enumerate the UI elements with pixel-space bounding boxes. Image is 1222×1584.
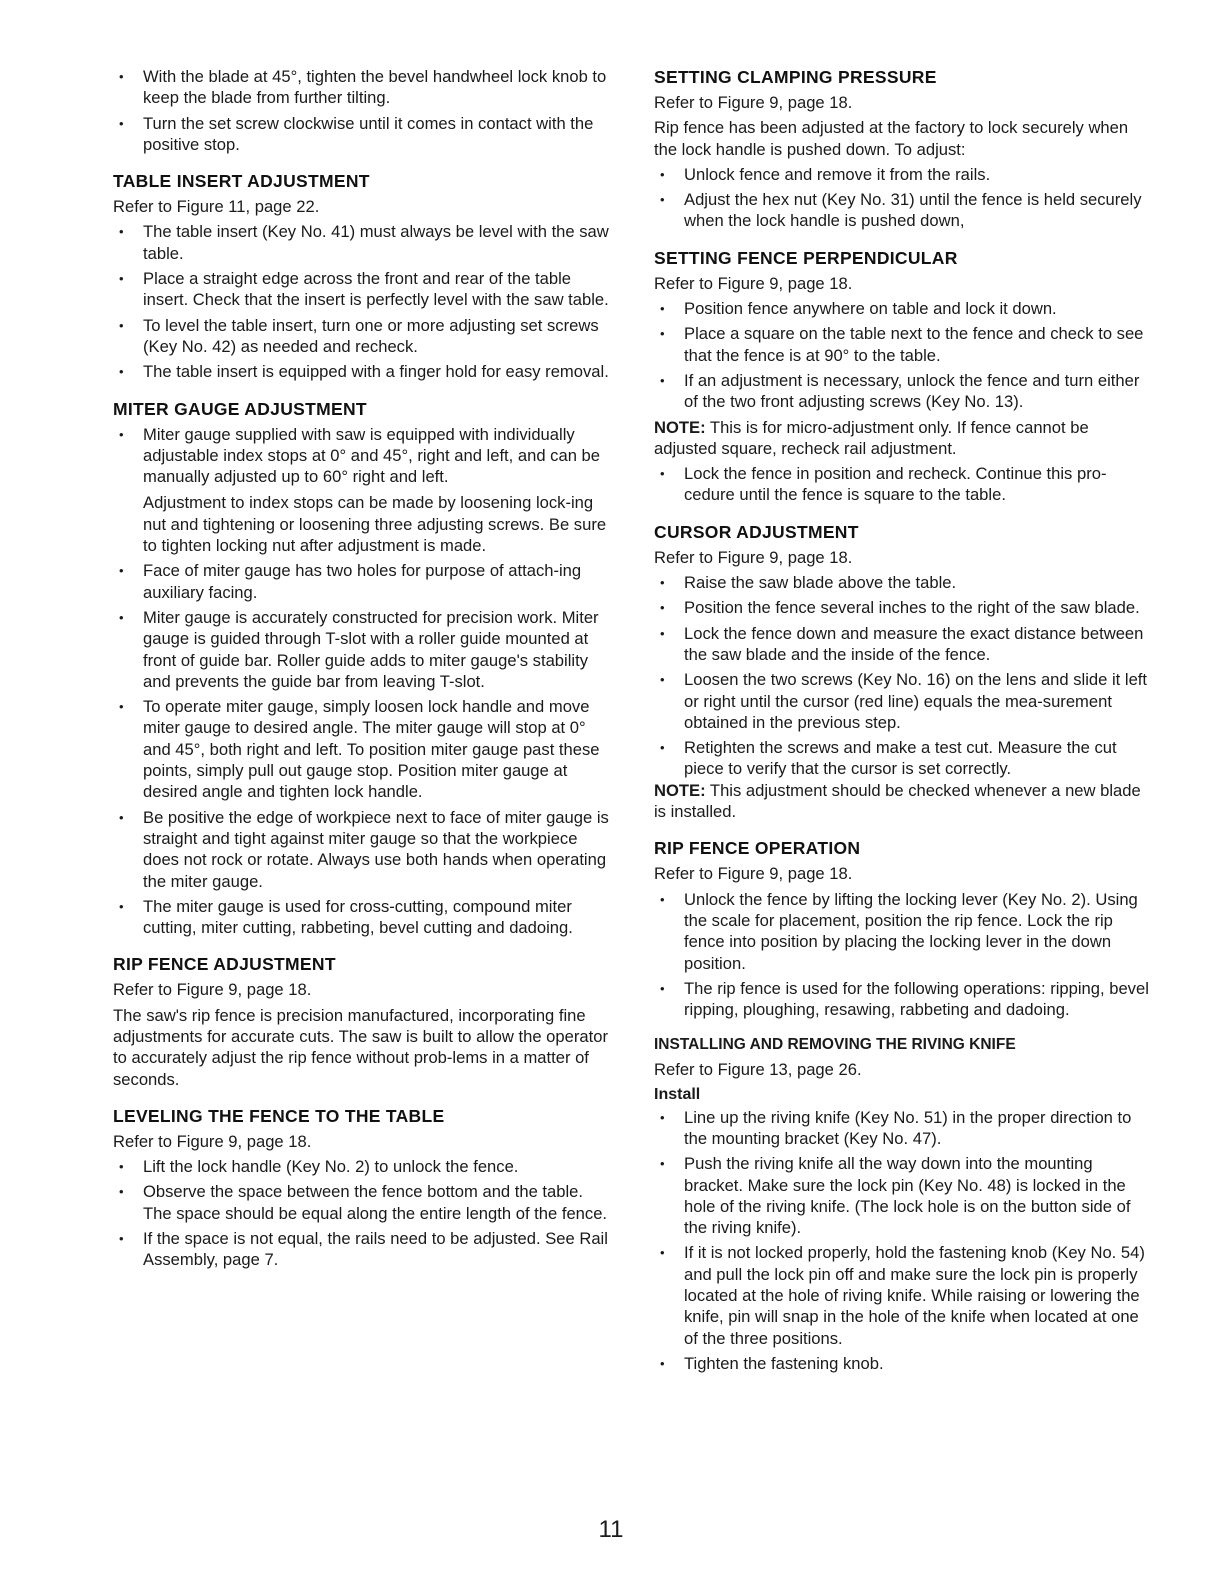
miter-gauge-section: [113, 398, 613, 939]
note-text: This adjustment should be checked whenever a new blade is installed.: [654, 780, 1141, 822]
list-item: • If an adjustment is necessary, unlock the fence and turn either of the two front adjusting screws (Key No. 13).: [654, 370, 1152, 413]
figure-reference: Refer to Figure 9, page 18.: [654, 547, 853, 567]
list-item: [113, 424, 613, 557]
list-item: • Place a square on the table next to the fence and check to see that the fence is at 90° to the table.: [654, 323, 1152, 366]
list-item: • Raise the saw blade above the table.: [654, 572, 1152, 593]
list-item: • Place a straight edge across the front and rear of the table insert. Check that the insert is perfectly level with the saw table.: [113, 268, 613, 311]
bullet-list: [113, 424, 613, 939]
list-item: • Tighten the fastening knob.: [654, 1353, 1152, 1374]
body-paragraph: Rip fence has been adjusted at the factory to lock securely when the lock handle is pushed down. To adjust:: [654, 118, 1129, 159]
section-heading: LEVELING THE FENCE TO THE TABLE: [113, 1105, 445, 1126]
rip-fence-operation-section: [654, 837, 1152, 1020]
clamping-pressure-section: [654, 66, 1152, 232]
list-item: • To operate miter gauge, simply loosen lock handle and move miter gauge to desired angle. The miter gauge will stop at 0° and 45°, both right and left. To position miter gauge past these points, simply pull out gauge stop. Position miter gauge at desired angle and tighten lock handle.: [113, 696, 613, 802]
list-item: • Face of miter gauge has two holes for purpose of attach-ing auxiliary facing.: [113, 560, 613, 603]
bullet-list: [113, 1156, 613, 1270]
figure-reference: Refer to Figure 9, page 18.: [113, 1131, 312, 1151]
note-label: NOTE:: [654, 780, 706, 800]
list-item: • To level the table insert, turn one or more adjusting set screws (Key No. 42) as needed and recheck.: [113, 315, 613, 358]
list-item: • Lock the fence down and measure the exact distance between the saw blade and the inside of the fence.: [654, 623, 1152, 666]
list-item: • Unlock fence and remove it from the rails.: [654, 164, 1152, 185]
bullet-list: [654, 889, 1152, 1021]
leveling-fence-section: [113, 1105, 613, 1271]
bullet-list: [654, 463, 1152, 506]
list-item: • Unlock the fence by lifting the locking lever (Key No. 2). Using the scale for placement, position the rip fence. Lock the rip fence into position by placing the locking lever in the down position.: [654, 889, 1152, 974]
rip-fence-adjustment-section: [113, 953, 613, 1089]
list-item: • Position fence anywhere on table and lock it down.: [654, 298, 1152, 319]
note: [654, 417, 1152, 460]
list-item: • Position the fence several inches to the right of the saw blade.: [654, 597, 1152, 618]
section-heading: RIP FENCE ADJUSTMENT: [113, 954, 336, 975]
list-item: • Turn the set screw clockwise until it comes in contact with the positive stop.: [113, 113, 613, 156]
list-item: • Push the riving knife all the way down into the mounting bracket. Make sure the lock pin (Key No. 48) is locked in the hole of the riving knife. (The lock hole is on the button side of the riving knife).: [654, 1153, 1152, 1238]
section-heading: TABLE INSERT ADJUSTMENT: [113, 171, 370, 192]
subheading-install: Install: [654, 1085, 701, 1103]
list-item: • Be positive the edge of workpiece next to face of miter gauge is straight and tight against miter gauge so that the workpiece does not rock or rotate. Always use both hands when operating the miter gauge.: [113, 807, 613, 892]
list-item: • The miter gauge is used for cross-cutting, compound miter cutting, miter cutting, rabbeting, bevel cutting and dadoing.: [113, 896, 613, 939]
list-item: • Line up the riving knife (Key No. 51) in the proper direction to the mounting bracket (Key No. 47).: [654, 1107, 1152, 1150]
list-item: • The table insert is equipped with a finger hold for easy removal.: [113, 361, 613, 382]
fence-perpendicular-section: [654, 247, 1152, 506]
bullet-list: [654, 1107, 1152, 1375]
cursor-adjustment-section: [654, 521, 1152, 823]
list-item: • The rip fence is used for the following operations: ripping, bevel ripping, ploughing, resawing, rabbeting and dadoing.: [654, 978, 1152, 1021]
list-item: • Lift the lock handle (Key No. 2) to unlock the fence.: [113, 1156, 613, 1177]
page-number: 11: [598, 1516, 624, 1543]
list-item: • If the space is not equal, the rails need to be adjusted. See Rail Assembly, page 7.: [113, 1228, 613, 1271]
list-item: • With the blade at 45°, tighten the bevel handwheel lock knob to keep the blade from further tilting.: [113, 66, 613, 109]
figure-reference: Refer to Figure 9, page 18.: [654, 864, 853, 884]
list-item: • The table insert (Key No. 41) must always be level with the saw table.: [113, 221, 613, 264]
body-paragraph: The saw's rip fence is precision manufactured, incorporating fine adjustments for accurate cuts. The saw is built to allow the operator to accurately adjust the rip fence without prob-lems in a matter of seconds.: [113, 1005, 608, 1089]
figure-reference: Refer to Figure 9, page 18.: [654, 93, 853, 112]
list-item-subparagraph: Adjustment to index stops can be made by loosening lock-ing nut and tightening or loosening three adjusting screws. Be sure to tighten locking nut after adjustment is made.: [143, 493, 607, 556]
section-heading: INSTALLING AND REMOVING THE RIVING KNIFE: [654, 1036, 1016, 1054]
note-label: NOTE:: [654, 417, 706, 437]
section-heading: SETTING CLAMPING PRESSURE: [654, 67, 937, 87]
list-item: • Loosen the two screws (Key No. 16) on the lens and slide it left or right until the cursor (red line) equals the mea-surement obtained in the previous step.: [654, 669, 1152, 733]
figure-reference: Refer to Figure 13, page 26.: [654, 1060, 862, 1080]
section-heading: CURSOR ADJUSTMENT: [654, 521, 859, 542]
list-item: • If it is not locked properly, hold the fastening knob (Key No. 54) and pull the lock pin off and make sure the lock pin is properly located at the hole of riving knife. While raising or lowering the knife, pin will snap in the hole of the knife when located at one of the three positions.: [654, 1242, 1152, 1348]
note: [654, 780, 1152, 823]
bullet-list: [654, 164, 1152, 232]
section-heading: MITER GAUGE ADJUSTMENT: [113, 398, 367, 419]
bullet-list: [113, 221, 613, 382]
list-item: • Retighten the screws and make a test cut. Measure the cut piece to verify that the cursor is set correctly.: [654, 737, 1152, 780]
bullet-list: [654, 572, 1152, 780]
section-heading: RIP FENCE OPERATION: [654, 838, 861, 859]
list-item: • Miter gauge is accurately constructed for precision work. Miter gauge is guided through T-slot with a roller guide mounted at front of guide bar. Roller guide adds to miter gauge's stability and prevents the guide bar from leaving T-slot.: [113, 607, 613, 692]
list-item: • Observe the space between the fence bottom and the table. The space should be equal along the entire length of the fence.: [113, 1181, 613, 1224]
bullet-list: [654, 298, 1152, 412]
figure-reference: Refer to Figure 11, page 22.: [113, 197, 320, 217]
list-item: • Lock the fence in position and recheck. Continue this pro-cedure until the fence is square to the table.: [654, 463, 1152, 506]
table-insert-section: [113, 170, 613, 382]
figure-reference: Refer to Figure 9, page 18.: [113, 980, 312, 1000]
list-item-text: Miter gauge supplied with saw is equipped with individually adjustable index stops at 0° and 45°, right and left, and can be manually adjusted up to 60° right and left.: [143, 424, 601, 487]
list-item: • Adjust the hex nut (Key No. 31) until the fence is held securely when the lock handle is pushed down,: [654, 189, 1152, 232]
note-text: This is for micro-adjustment only. If fence cannot be adjusted square, recheck rail adjustment.: [654, 417, 1089, 458]
section-heading: SETTING FENCE PERPENDICULAR: [654, 247, 958, 268]
right-column: [654, 66, 1152, 1389]
figure-reference: Refer to Figure 9, page 18.: [654, 273, 853, 293]
intro-bullet-list: [113, 66, 613, 155]
left-column: [113, 66, 613, 1286]
riving-knife-section: [654, 1035, 1152, 1374]
